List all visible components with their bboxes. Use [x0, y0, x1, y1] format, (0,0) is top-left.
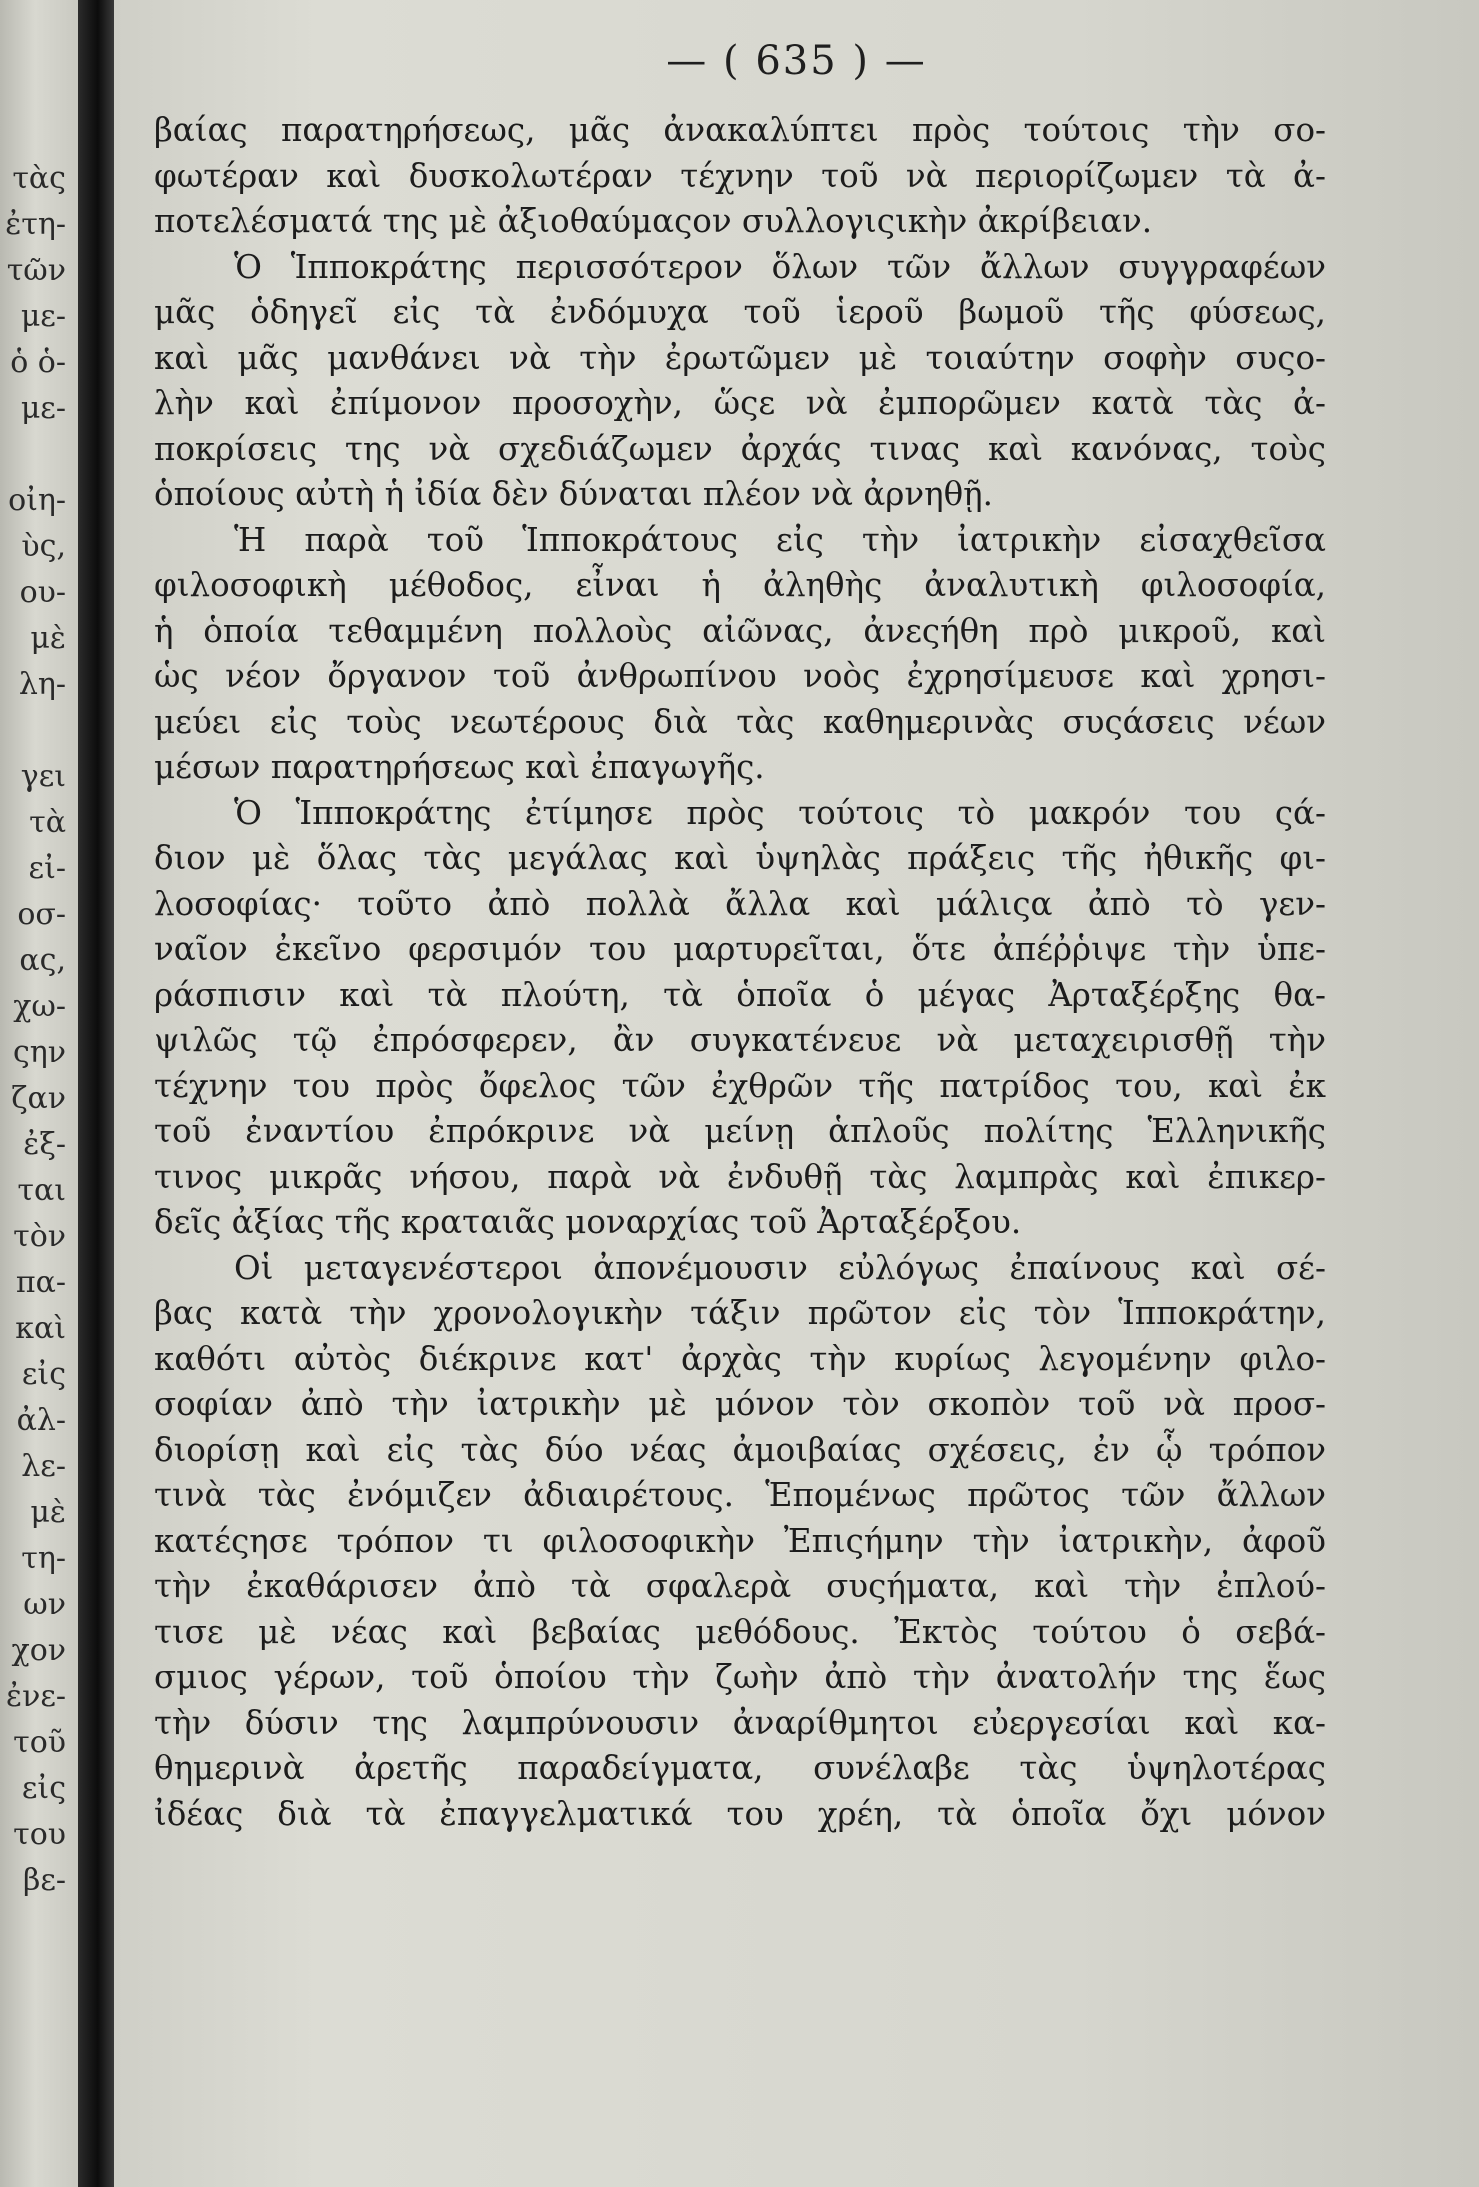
facing-page-fragment: χω-	[13, 989, 66, 1024]
text-line: ἰδέας διὰ τὰ ἐπαγγελματικά του χρέη, τὰ ὁποῖα ὄχι μόνον	[154, 1794, 1326, 1833]
text-line: καὶ μᾶς μανθάνει νὰ τὴν ἐρωτῶμεν μὲ τοιαύτην σοφὴν συςο-	[154, 338, 1326, 377]
text-line: ἡ ὁποία τεθαμμένη πολλοὺς αἰῶνας, ἀνεςήθη πρὸ μικροῦ, καὶ	[154, 611, 1326, 650]
text-line: ψιλῶς τῷ ἐπρόσφερεν, ἂν συγκατένευε νὰ μεταχειρισθῇ τὴν	[154, 1021, 1326, 1059]
facing-page-fragment: λε-	[21, 1449, 66, 1484]
text-line: μᾶς ὁδηγεῖ εἰς τὰ ἐνδόμυχα τοῦ ἱεροῦ βωμοῦ τῆς φύσεως,	[154, 293, 1326, 331]
facing-page-fragment: μὲ	[30, 1495, 66, 1530]
text-line: ποκρίσεις της νὰ σχεδιάζωμεν ἀρχάς τινας καὶ κανόνας, τοὺς	[154, 429, 1326, 468]
facing-page-fragment: μὲ	[30, 621, 66, 656]
body-text	[154, 108, 1326, 1837]
facing-page-fragment: ου-	[19, 575, 66, 610]
text-line: ὁποίους αὐτὴ ἡ ἰδία δὲν δύναται πλέον νὰ ἀρνηθῇ.	[154, 475, 993, 513]
facing-page-fragment: βε-	[22, 1863, 66, 1898]
text-line: Οἱ μεταγενέστεροι ἀπονέμουσιν εὐλόγως ἐπαίνους καὶ σέ-	[234, 1248, 1326, 1287]
text-line: ράσπισιν καὶ τὰ πλούτη, τὰ ὁποῖα ὁ μέγας Ἀρταξέρξης θα-	[154, 975, 1326, 1014]
facing-page-fragment: ἀλ-	[16, 1403, 66, 1438]
facing-page-fragment: τὰς	[12, 161, 66, 196]
facing-page-edge	[0, 0, 78, 2187]
facing-page-fragment: ων	[23, 1587, 66, 1622]
text-line: τὴν ἐκαθάρισεν ἀπὸ τὰ σφαλερὰ συςήματα, καὶ τὴν ἐπλού-	[154, 1567, 1326, 1605]
facing-page-fragment: εἰς	[21, 1357, 66, 1392]
text-line: Ὁ Ἱπποκράτης ἐτίμησε πρὸς τούτοις τὸ μακρόν του ςά-	[234, 793, 1326, 832]
text-line: φωτέραν καὶ δυσκολωτέραν τέχνην τοῦ νὰ περιορίζωμεν τὰ ἀ-	[154, 156, 1326, 195]
facing-page-fragment: καὶ	[15, 1311, 66, 1346]
text-line: φιλοσοφικὴ μέθοδος, εἶναι ἡ ἀληθὴς ἀναλυτικὴ φιλοσοφία,	[154, 566, 1326, 604]
text-line: βαίας παρατηρήσεως, μᾶς ἀνακαλύπτει πρὸς τούτοις τὴν σο-	[154, 111, 1326, 149]
facing-page-fragment: τοῦ	[13, 1725, 66, 1760]
facing-page-fragment: ὺς,	[21, 529, 66, 564]
facing-page-fragment: ἐτη-	[5, 207, 66, 242]
text-line: λὴν καὶ ἐπίμονον προσοχὴν, ὥςε νὰ ἐμπορῶμεν κατὰ τὰς ἀ-	[154, 384, 1326, 422]
text-line: ὡς νέον ὄργανον τοῦ ἀνθρωπίνου νοὸς ἐχρησίμευσε καὶ χρησι-	[154, 657, 1326, 695]
text-line: βας κατὰ τὴν χρονολογικὴν τάξιν πρῶτον εἰς τὸν Ἱπποκράτην,	[154, 1294, 1326, 1332]
facing-page-fragment: ας,	[19, 943, 66, 978]
facing-page-fragment: χον	[11, 1633, 66, 1668]
facing-page-fragment: ὁ ὁ-	[10, 345, 66, 380]
text-line: κατέςησε τρόπον τι φιλοσοφικὴν Ἐπιςήμην τὴν ἰατρικὴν, ἀφοῦ	[154, 1521, 1326, 1560]
facing-page-fragment: ται	[17, 1173, 66, 1208]
facing-page-fragment: λη-	[18, 667, 66, 702]
text-line: Ἡ παρὰ τοῦ Ἱπποκράτους εἰς τὴν ἰατρικὴν εἰσαχθεῖσα	[234, 520, 1326, 559]
text-line: διον μὲ ὅλας τὰς μεγάλας καὶ ὑψηλὰς πράξεις τῆς ἠθικῆς φι-	[154, 839, 1326, 877]
text-line: σοφίαν ἀπὸ τὴν ἰατρικὴν μὲ μόνον τὸν σκοπὸν τοῦ νὰ προσ-	[154, 1385, 1326, 1423]
facing-page-fragment: πα-	[15, 1265, 66, 1300]
facing-page-fragment: του	[13, 1817, 66, 1852]
text-line: καθότι αὐτὸς διέκρινε κατ' ἀρχὰς τὴν κυρίως λεγομένην φιλο-	[154, 1339, 1326, 1378]
facing-page-fragment: τὸν	[13, 1219, 66, 1254]
text-line: τινὰ τὰς ἐνόμιζεν ἀδιαιρέτους. Ἑπομένως πρῶτος τῶν ἄλλων	[154, 1476, 1326, 1514]
text-line: τισε μὲ νέας καὶ βεβαίας μεθόδους. Ἐκτὸς τούτου ὁ σεβά-	[154, 1612, 1326, 1651]
facing-page-fragment: ζαν	[11, 1081, 66, 1116]
facing-page-fragment: εἰ-	[28, 851, 66, 886]
text-line: διορίσῃ καὶ εἰς τὰς δύο νέας ἀμοιβαίας σχέσεις, ἐν ᾧ τρόπον	[154, 1430, 1326, 1469]
book-gutter	[78, 0, 114, 2187]
text-line: ποτελέσματά της μὲ ἀξιοθαύμαςον συλλογιςικὴν ἀκρίβειαν.	[154, 202, 1153, 240]
text-line: τέχνην του πρὸς ὄφελος τῶν ἐχθρῶν τῆς πατρίδος του, καὶ ἐκ	[154, 1066, 1326, 1105]
facing-page-fragment: γει	[20, 759, 66, 794]
facing-page-fragment: οἰη-	[8, 483, 66, 518]
text-line: τὴν δύσιν της λαμπρύνουσιν ἀναρίθμητοι εὐεργεσίαι καὶ κα-	[154, 1703, 1326, 1742]
facing-page-fragment: τῶν	[6, 253, 66, 288]
text-line: θημερινὰ ἀρετῆς παραδείγματα, συνέλαβε τὰς ὑψηλοτέρας	[154, 1749, 1326, 1787]
facing-page-fragment: ἐνε-	[5, 1679, 66, 1714]
facing-page-fragment: τὰ	[29, 805, 66, 840]
facing-page-fragment: με-	[20, 299, 66, 334]
text-line: δεῖς ἀξίας τῆς κραταιᾶς μοναρχίας τοῦ Ἀρταξέρξου.	[154, 1203, 1022, 1241]
facing-page-fragment	[4, 432, 66, 478]
facing-page-fragment: εἰς	[21, 1771, 66, 1806]
text-line: λοσοφίας· τοῦτο ἀπὸ πολλὰ ἄλλα καὶ μάλιςα ἀπὸ τὸ γεν-	[154, 884, 1326, 923]
facing-page-fragment: τη-	[21, 1541, 66, 1576]
text-line: σμιος γέρων, τοῦ ὁποίου τὴν ζωὴν ἀπὸ τὴν ἀνατολήν της ἕως	[154, 1658, 1326, 1696]
page-number: — ( 635 ) —	[666, 38, 927, 84]
text-line: μεύει εἰς τοὺς νεωτέρους διὰ τὰς καθημερινὰς συςάσεις νέων	[154, 702, 1326, 741]
book-page	[114, 0, 1479, 2187]
text-line: μέσων παρατηρήσεως καὶ ἐπαγωγῆς.	[154, 748, 765, 786]
facing-page-fragment: με-	[20, 391, 66, 426]
text-line: ναῖον ἐκεῖνο φερσιμόν του μαρτυρεῖται, ὅτε ἀπέῤῥιψε τὴν ὑπε-	[154, 930, 1326, 968]
facing-page-text-fragments	[4, 156, 66, 1904]
facing-page-fragment: ςην	[12, 1035, 66, 1070]
facing-page-fragment: οσ-	[17, 897, 66, 932]
text-line: τοῦ ἐναντίου ἐπρόκρινε νὰ μείνῃ ἁπλοῦς πολίτης Ἑλληνικῆς	[154, 1112, 1326, 1150]
text-line: τινος μικρᾶς νήσου, παρὰ νὰ ἐνδυθῇ τὰς λαμπρὰς καὶ ἐπικερ-	[154, 1157, 1326, 1196]
facing-page-fragment: ἐξ-	[23, 1127, 66, 1162]
text-line: Ὁ Ἱπποκράτης περισσότερον ὅλων τῶν ἄλλων συγγραφέων	[234, 247, 1326, 286]
facing-page-fragment	[4, 708, 66, 754]
